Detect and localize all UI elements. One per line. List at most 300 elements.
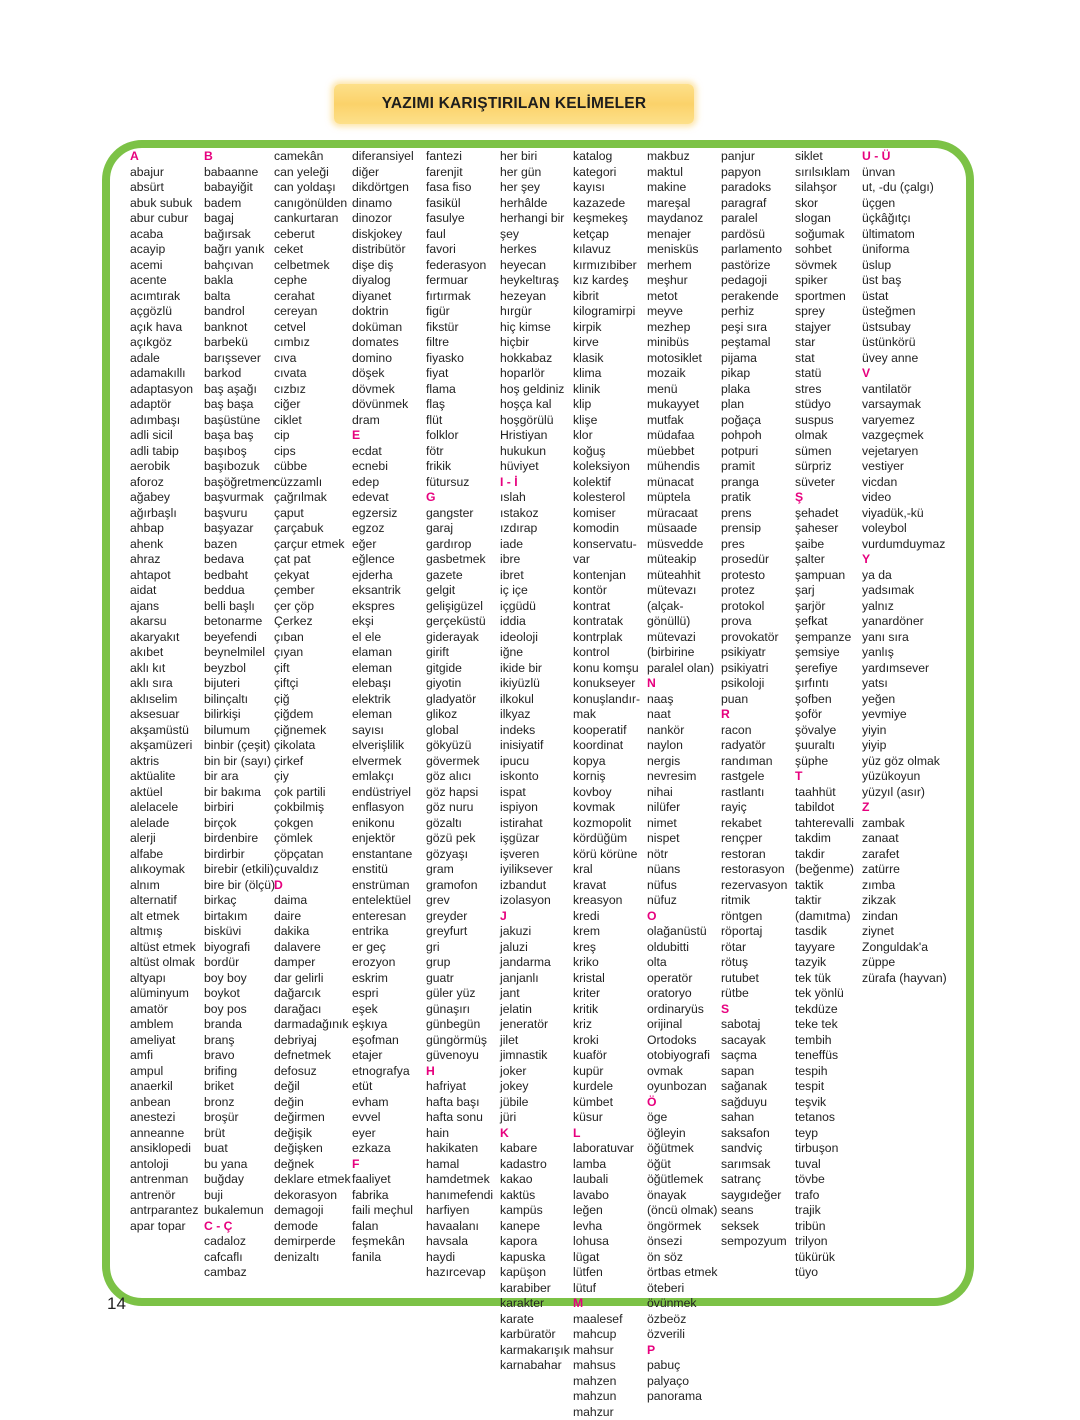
word-item: oldubitti [647, 940, 717, 956]
word-item: can yeleği [274, 165, 351, 181]
word-item: ekspres [352, 599, 414, 615]
word-item: aerobik [130, 459, 198, 475]
word-item: nergis [647, 754, 717, 770]
word-item: ameliyat [130, 1033, 198, 1049]
word-item: Hristiyan [500, 428, 570, 444]
word-item: değnek [274, 1157, 351, 1173]
word-item: müsaade [647, 521, 717, 537]
word-item: fasa fiso [426, 180, 493, 196]
word-item: bilumum [204, 723, 275, 739]
word-item: nüfuz [647, 893, 717, 909]
word-item: merhem [647, 258, 717, 274]
word-item: Zonguldak'a [862, 940, 947, 956]
word-item: yatsı [862, 676, 947, 692]
word-item: daima [274, 893, 351, 909]
word-item: etajer [352, 1048, 414, 1064]
word-item: nihai [647, 785, 717, 801]
word-item: poğaça [721, 413, 787, 429]
word-item: karabiber [500, 1281, 570, 1297]
word-item: rekabet [721, 816, 787, 832]
word-item: çarçur etmek [274, 537, 351, 553]
letter-heading: Z [862, 800, 947, 816]
word-item: antrparantez [130, 1203, 198, 1219]
word-item: broşür [204, 1110, 275, 1126]
word-item: diyalog [352, 273, 414, 289]
word-item: laboratuvar [573, 1141, 640, 1157]
word-item: güler yüz [426, 986, 493, 1002]
word-item: zatürre [862, 862, 947, 878]
word-item: mezhep [647, 320, 717, 336]
word-item: bedbaht [204, 568, 275, 584]
word-item: ajans [130, 599, 198, 615]
word-item: adale [130, 351, 198, 367]
word-item: şoför [795, 707, 854, 723]
word-item: hüviyet [500, 459, 570, 475]
word-item: hezeyan [500, 289, 570, 305]
word-item: antrenman [130, 1172, 198, 1188]
word-item: pedagoji [721, 273, 787, 289]
word-item: taahhüt [795, 785, 854, 801]
word-item: farenjit [426, 165, 493, 181]
word-item: trajik [795, 1203, 854, 1219]
word-item: üstsubay [862, 320, 947, 336]
word-item: havsala [426, 1234, 493, 1250]
word-item: komiser [573, 506, 640, 522]
word-item: güngörmüş [426, 1033, 493, 1049]
word-item: mahsus [573, 1358, 640, 1374]
word-item: spiker [795, 273, 854, 289]
word-item: öteberi [647, 1281, 717, 1297]
word-item: kroki [573, 1033, 640, 1049]
word-item: defosuz [274, 1064, 351, 1080]
word-item: eksantrik [352, 583, 414, 599]
word-item: nötr [647, 847, 717, 863]
word-item: çıyan [274, 645, 351, 661]
word-item: doktrin [352, 304, 414, 320]
word-item: entelektüel [352, 893, 414, 909]
word-item: branda [204, 1017, 275, 1033]
word-item: alelacele [130, 800, 198, 816]
word-item: can yoldaşı [274, 180, 351, 196]
word-item: kritik [573, 1002, 640, 1018]
word-item: ketçap [573, 227, 640, 243]
word-item: içgüdü [500, 599, 570, 615]
word-item: herhâlde [500, 196, 570, 212]
word-item: (damıtma) [795, 909, 854, 925]
word-item: havaalanı [426, 1219, 493, 1235]
word-item: bordür [204, 955, 275, 971]
word-item: jant [500, 986, 570, 1002]
word-item: protesto [721, 568, 787, 584]
word-item: alelade [130, 816, 198, 832]
word-item: ispat [500, 785, 570, 801]
word-item: guatr [426, 971, 493, 987]
word-item: yadsımak [862, 583, 947, 599]
word-item: sağanak [721, 1079, 787, 1095]
word-item: gasbetmek [426, 552, 493, 568]
word-item: tirbuşon [795, 1141, 854, 1157]
word-item: canıgönülden [274, 196, 351, 212]
word-item: başıbozuk [204, 459, 275, 475]
word-item: krem [573, 924, 640, 940]
word-item: saygıdeğer [721, 1188, 787, 1204]
word-item: her gün [500, 165, 570, 181]
word-item: gerçeküstü [426, 614, 493, 630]
word-item: oratoryo [647, 986, 717, 1002]
word-item: lohusa [573, 1234, 640, 1250]
word-item: rayiç [721, 800, 787, 816]
word-item: iğne [500, 645, 570, 661]
word-item: abuk subuk [130, 196, 198, 212]
word-item: birdenbire [204, 831, 275, 847]
word-item: ciğer [274, 397, 351, 413]
word-column [721, 149, 787, 1250]
word-column [204, 149, 275, 1281]
word-item: evham [352, 1095, 414, 1111]
word-item: hoşgörülü [500, 413, 570, 429]
word-item: bire bir (ölçü) [204, 878, 275, 894]
word-item: maalesef [573, 1312, 640, 1328]
word-item: mahzun [573, 1389, 640, 1405]
word-item: değil [274, 1079, 351, 1095]
word-item: alüminyum [130, 986, 198, 1002]
word-item: boykot [204, 986, 275, 1002]
word-item: kız kardeş [573, 273, 640, 289]
word-item: günbegün [426, 1017, 493, 1033]
word-item: harfiyen [426, 1203, 493, 1219]
word-item: çiftçi [274, 676, 351, 692]
word-item: gardırop [426, 537, 493, 553]
word-item: mütevazi [647, 630, 717, 646]
word-item: bazen [204, 537, 275, 553]
word-item: evvel [352, 1110, 414, 1126]
word-item: fütursuz [426, 475, 493, 491]
word-item: ahtapot [130, 568, 198, 584]
word-item: psikoloji [721, 676, 787, 692]
word-item: adli tabip [130, 444, 198, 460]
word-item: badem [204, 196, 275, 212]
word-item: sohbet [795, 242, 854, 258]
word-item: üniforma [862, 242, 947, 258]
word-item: çağrılmak [274, 490, 351, 506]
word-item: faul [426, 227, 493, 243]
word-item: önsezi [647, 1234, 717, 1250]
word-item: hakikaten [426, 1141, 493, 1157]
word-item: adımbaşı [130, 413, 198, 429]
word-item: aklı kıt [130, 661, 198, 677]
word-item: kredi [573, 909, 640, 925]
word-item: şuuraltı [795, 738, 854, 754]
word-item: yüz göz olmak [862, 754, 947, 770]
word-item: ordinaryüs [647, 1002, 717, 1018]
word-item: demirperde [274, 1234, 351, 1250]
word-item: giyotin [426, 676, 493, 692]
word-item: peşi sıra [721, 320, 787, 336]
word-item: çiğnemek [274, 723, 351, 739]
letter-heading: S [721, 1002, 787, 1018]
word-item: kibrit [573, 289, 640, 305]
word-item: domates [352, 335, 414, 351]
word-item: zarafet [862, 847, 947, 863]
word-item: garaj [426, 521, 493, 537]
word-item: işveren [500, 847, 570, 863]
word-item: müdafaa [647, 428, 717, 444]
word-item: özverili [647, 1327, 717, 1343]
word-item: aklı sıra [130, 676, 198, 692]
word-item: prova [721, 614, 787, 630]
word-item: bronz [204, 1095, 275, 1111]
word-item: şampuan [795, 568, 854, 584]
word-item: zımba [862, 878, 947, 894]
word-item: rutubet [721, 971, 787, 987]
word-item: barışsever [204, 351, 275, 367]
word-item: mareşal [647, 196, 717, 212]
word-item: koordinat [573, 738, 640, 754]
word-item: hamal [426, 1157, 493, 1173]
word-item: gelgit [426, 583, 493, 599]
word-item: bin bir (sayı) [204, 754, 275, 770]
word-item: diferansiyel [352, 149, 414, 165]
word-item: akarsu [130, 614, 198, 630]
word-item: hafriyat [426, 1079, 493, 1095]
word-item: menisküs [647, 242, 717, 258]
word-item: hoşça kal [500, 397, 570, 413]
word-item: birbiri [204, 800, 275, 816]
word-item: leğen [573, 1203, 640, 1219]
word-item: yeğen [862, 692, 947, 708]
word-item: lütuf [573, 1281, 640, 1297]
word-item: beddua [204, 583, 275, 599]
word-item: kayısı [573, 180, 640, 196]
word-item: olmak [795, 428, 854, 444]
word-item: pranga [721, 475, 787, 491]
word-item: olta [647, 955, 717, 971]
word-item: komodin [573, 521, 640, 537]
word-item: zürafa (hayvan) [862, 971, 947, 987]
word-item: ovmak [647, 1064, 717, 1080]
word-item: menajer [647, 227, 717, 243]
word-item: fantezi [426, 149, 493, 165]
word-item: fasikül [426, 196, 493, 212]
letter-heading: A [130, 149, 198, 165]
word-item: kampüs [500, 1203, 570, 1219]
word-item: ahenk [130, 537, 198, 553]
word-item: açgözlü [130, 304, 198, 320]
word-item: mahzen [573, 1374, 640, 1390]
word-item: gladyatör [426, 692, 493, 708]
word-item: yiyip [862, 738, 947, 754]
word-item: sapan [721, 1064, 787, 1080]
word-item: var [573, 552, 640, 568]
word-item: taktir [795, 893, 854, 909]
word-item: voleybol [862, 521, 947, 537]
word-item: pratik [721, 490, 787, 506]
word-item: (birbirine [647, 645, 717, 661]
word-item: beyefendi [204, 630, 275, 646]
word-item: ya da [862, 568, 947, 584]
word-item: saksafon [721, 1126, 787, 1142]
word-item: başıboş [204, 444, 275, 460]
word-item: dinamo [352, 196, 414, 212]
word-item: baş aşağı [204, 382, 275, 398]
word-item: gelişigüzel [426, 599, 493, 615]
word-item: lügat [573, 1250, 640, 1266]
word-item: janjanlı [500, 971, 570, 987]
word-item: sarımsak [721, 1157, 787, 1173]
word-item: adaptasyon [130, 382, 198, 398]
word-item: yanı sıra [862, 630, 947, 646]
word-item: akıbet [130, 645, 198, 661]
word-item: deklare etmek [274, 1172, 351, 1188]
word-item: eğlence [352, 552, 414, 568]
word-item: fabrika [352, 1188, 414, 1204]
word-item: jandarma [500, 955, 570, 971]
word-item: elvermek [352, 754, 414, 770]
word-item: yalnız [862, 599, 947, 615]
word-item: şırfıntı [795, 676, 854, 692]
word-item: kanepe [500, 1219, 570, 1235]
word-item: tembih [795, 1033, 854, 1049]
word-item: otobiyografi [647, 1048, 717, 1064]
word-item: jaluzi [500, 940, 570, 956]
word-item: babaanne [204, 165, 275, 181]
word-item: bahçıvan [204, 258, 275, 274]
word-item: cerahat [274, 289, 351, 305]
word-item: röntgen [721, 909, 787, 925]
word-item: video [862, 490, 947, 506]
word-item: acımtırak [130, 289, 198, 305]
word-item: bijuteri [204, 676, 275, 692]
word-item: denizaltı [274, 1250, 351, 1266]
word-item: kakao [500, 1172, 570, 1188]
word-item: açıkgöz [130, 335, 198, 351]
word-item: gangster [426, 506, 493, 522]
word-item: amblem [130, 1017, 198, 1033]
word-column [130, 149, 198, 1234]
word-item: her şey [500, 180, 570, 196]
letter-heading: R [721, 707, 787, 723]
word-item: sprey [795, 304, 854, 320]
word-item: çiğdem [274, 707, 351, 723]
word-item: cıva [274, 351, 351, 367]
word-item: iskonto [500, 769, 570, 785]
word-item: diğer [352, 165, 414, 181]
word-item: bravo [204, 1048, 275, 1064]
word-item: kapora [500, 1234, 570, 1250]
word-item: seksek [721, 1219, 787, 1235]
word-item: körü körüne [573, 847, 640, 863]
word-item: zikzak [862, 893, 947, 909]
word-item: çuvaldız [274, 862, 351, 878]
word-item: iade [500, 537, 570, 553]
word-item: başvurmak [204, 490, 275, 506]
word-item: hukukun [500, 444, 570, 460]
word-item: kontrol [573, 645, 640, 661]
word-item: ıstakoz [500, 506, 570, 522]
word-item: oyunbozan [647, 1079, 717, 1095]
word-item: barbekü [204, 335, 275, 351]
word-item: cetvel [274, 320, 351, 336]
word-item: domino [352, 351, 414, 367]
word-item: espri [352, 986, 414, 1002]
word-item: cımbız [274, 335, 351, 351]
word-item: falan [352, 1219, 414, 1235]
word-item: demode [274, 1219, 351, 1235]
word-item: eşofman [352, 1033, 414, 1049]
word-item: meşhur [647, 273, 717, 289]
word-item: erozyon [352, 955, 414, 971]
word-item: baş başa [204, 397, 275, 413]
word-item: kuaför [573, 1048, 640, 1064]
word-item: restorasyon [721, 862, 787, 878]
word-item: damper [274, 955, 351, 971]
word-item: izbandut [500, 878, 570, 894]
word-item: ansiklopedi [130, 1141, 198, 1157]
word-item: hoparlör [500, 366, 570, 382]
word-item: fikstür [426, 320, 493, 336]
word-item: antoloji [130, 1157, 198, 1173]
word-item: teşvik [795, 1095, 854, 1111]
word-item: değişik [274, 1126, 351, 1142]
word-item: öğüt [647, 1157, 717, 1173]
word-item: soğumak [795, 227, 854, 243]
letter-heading: M [573, 1296, 640, 1312]
word-column [352, 149, 414, 1265]
word-item: edep [352, 475, 414, 491]
word-item: demagoji [274, 1203, 351, 1219]
word-item: dram [352, 413, 414, 429]
word-item: şaheser [795, 521, 854, 537]
word-item: öngörmek [647, 1219, 717, 1235]
word-item: kadastro [500, 1157, 570, 1173]
word-item: alternatif [130, 893, 198, 909]
word-item: acaba [130, 227, 198, 243]
word-item: provokatör [721, 630, 787, 646]
word-item: kontenjan [573, 568, 640, 584]
letter-heading: B [204, 149, 275, 165]
word-item: ültimatom [862, 227, 947, 243]
word-item: şaibe [795, 537, 854, 553]
word-item: slogan [795, 211, 854, 227]
word-item: jeneratör [500, 1017, 570, 1033]
word-item: eşek [352, 1002, 414, 1018]
word-item: beynelmilel [204, 645, 275, 661]
word-item: distribütör [352, 242, 414, 258]
word-item: eşkıya [352, 1017, 414, 1033]
word-item: flama [426, 382, 493, 398]
word-item: gözyaşı [426, 847, 493, 863]
word-item: tövbe [795, 1172, 854, 1188]
word-item: seans [721, 1203, 787, 1219]
word-item: zambak [862, 816, 947, 832]
word-item: kontör [573, 583, 640, 599]
word-item: barkod [204, 366, 275, 382]
word-item: rütbe [721, 986, 787, 1002]
word-item: brüt [204, 1126, 275, 1142]
word-item: entrika [352, 924, 414, 940]
word-item: dövmek [352, 382, 414, 398]
word-item: branş [204, 1033, 275, 1049]
word-item: acente [130, 273, 198, 289]
word-item: röportaj [721, 924, 787, 940]
letter-heading: H [426, 1064, 493, 1080]
word-item: üslup [862, 258, 947, 274]
word-item: nevresim [647, 769, 717, 785]
word-item: karmakarışık [500, 1343, 570, 1359]
letter-heading: Y [862, 552, 947, 568]
word-item: girift [426, 645, 493, 661]
word-item: diyanet [352, 289, 414, 305]
